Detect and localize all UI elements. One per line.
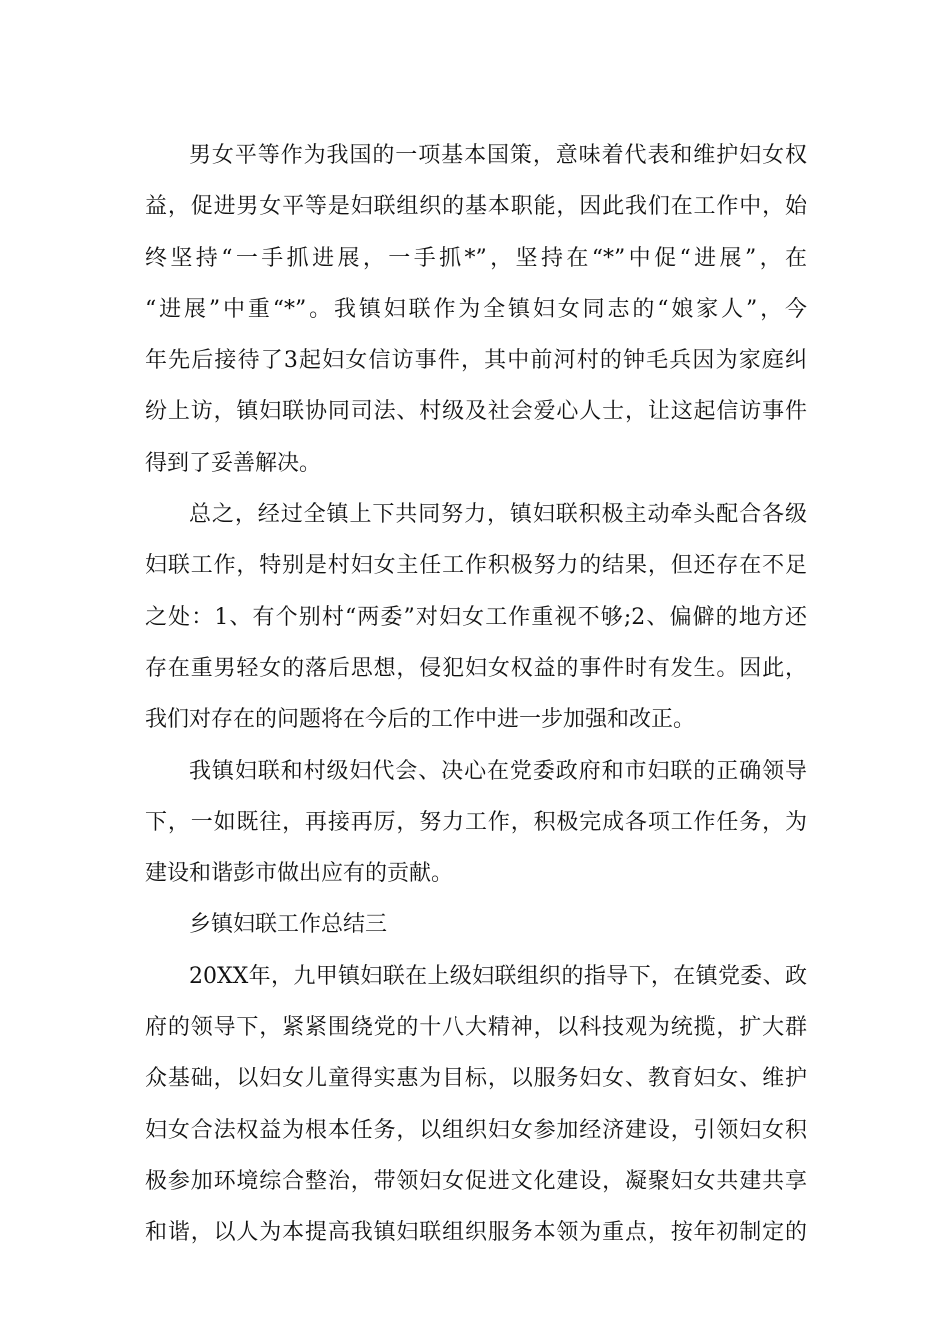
text-line: 和谐，以人为本提高我镇妇联组织服务本领为重点，按年初制定的 xyxy=(145,1220,807,1246)
text-line: 建设和谐彭市做出应有的贡献。 xyxy=(145,861,454,887)
text-line: 府的领导下，紧紧围绕党的十八大精神，以科技观为统揽，扩大群 xyxy=(145,1015,807,1041)
text-line: 众基础，以妇女儿童得实惠为目标，以服务妇女、教育妇女、维护 xyxy=(145,1066,807,1092)
text-line: “进展”中重“*”。我镇妇联作为全镇妇女同志的“娘家人”，今 xyxy=(145,296,807,322)
text-line: 20XX年，九甲镇妇联在上级妇联组织的指导下，在镇党委、政 xyxy=(189,963,807,989)
text-line: 年先后接待了3起妇女信访事件，其中前河村的钟毛兵因为家庭纠 xyxy=(145,348,807,374)
text-line: 男女平等作为我国的一项基本国策，意味着代表和维护妇女权 xyxy=(189,143,807,168)
text-line: 存在重男轻女的落后思想，侵犯妇女权益的事件时有发生。因此， xyxy=(145,655,807,681)
text-line: 极参加环境综合整治，带领妇女促进文化建设，凝聚妇女共建共享 xyxy=(145,1168,807,1194)
section-heading: 乡镇妇联工作总结三 xyxy=(189,912,388,938)
text-line: 我镇妇联和村级妇代会、决心在党委政府和市妇联的正确领导 xyxy=(189,758,807,784)
text-line: 纷上访，镇妇联协同司法、村级及社会爱心人士，让这起信访事件 xyxy=(145,399,807,425)
text-line: 我们对存在的问题将在今后的工作中进一步加强和改正。 xyxy=(145,707,696,733)
text-line: 终坚持“一手抓进展，一手抓*”，坚持在“*”中促“进展”，在 xyxy=(145,245,807,271)
text-line: 之处：1、有个别村“两委”对妇女工作重视不够;2、偏僻的地方还 xyxy=(145,604,807,630)
text-line: 妇女合法权益为根本任务，以组织妇女参加经济建设，引领妇女积 xyxy=(145,1117,807,1143)
document-body xyxy=(145,130,807,1259)
text-line: 益，促进男女平等是妇联组织的基本职能，因此我们在工作中，始 xyxy=(145,194,807,220)
text-line: 下，一如既往，再接再厉，努力工作，积极完成各项工作任务，为 xyxy=(145,809,807,835)
text-line: 得到了妥善解决。 xyxy=(145,450,322,476)
text-line: 总之，经过全镇上下共同努力，镇妇联积极主动牵头配合各级 xyxy=(189,502,807,528)
text-line: 妇联工作，特别是村妇女主任工作积极努力的结果，但还存在不足 xyxy=(145,553,807,579)
